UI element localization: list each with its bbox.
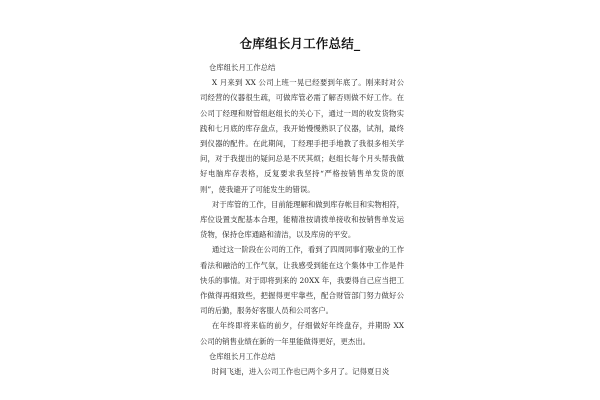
paragraph: 对于库管的工作，目前能理解和做到库存帐目和实物相符，库位设置支配基本合理，能精准按请拨单接收和按销售单发运货物，保持仓库通路和清洁，以及库房的平安。 <box>200 199 404 240</box>
section-heading: 仓库组长月工作总结 <box>208 63 276 72</box>
paragraph: 时间飞逝，进入公司工作也已两个多月了。记得夏日炎 <box>211 367 390 377</box>
paragraph: 在年终即将来临的前夕，仔细做好年终盘存，并期盼 XX 公司的销售业绩在新的一年里能做得更好，更杰出。 <box>200 321 404 346</box>
document-title: 仓库组长月工作总结_ <box>239 36 361 51</box>
section-heading: 仓库组长月工作总结 <box>208 351 276 361</box>
document-body <box>200 60 404 379</box>
paragraph: 通过这一阶段在公司的工作，看到了四周同事们敬业的工作看法和融洽的工作气氛，让我感受到能在这个集体中工作是件快乐的事情。对于即将到来的 20XX 年，我要得自己应当把工作做得再细致些，把握得更牢靠些，配合财管部门努力做好公司的后勤，服务好客服人员和公司客户。 <box>200 245 404 316</box>
paragraph: X 月来到 XX 公司上班一晃已经要到年底了。刚来时对公司经营的仪器很生疏，可做库管必需了解否则做不好工作。在公司丁经理和财管组赵组长的关心下，通过一周的收发货物实践和七月底的库存盘点，我开始慢慢熟识了仪器，试剂，最终到仪器的配件。在此期间，丁经理手把手地教了我很多相关学问，对于我提出的疑问总是不厌其烦；赵组长每个月头帮我做好电脑库存表格，反复要求我坚持“严格按销售单发货的原则”，使我避开了可能发生的错误。 <box>200 78 404 194</box>
